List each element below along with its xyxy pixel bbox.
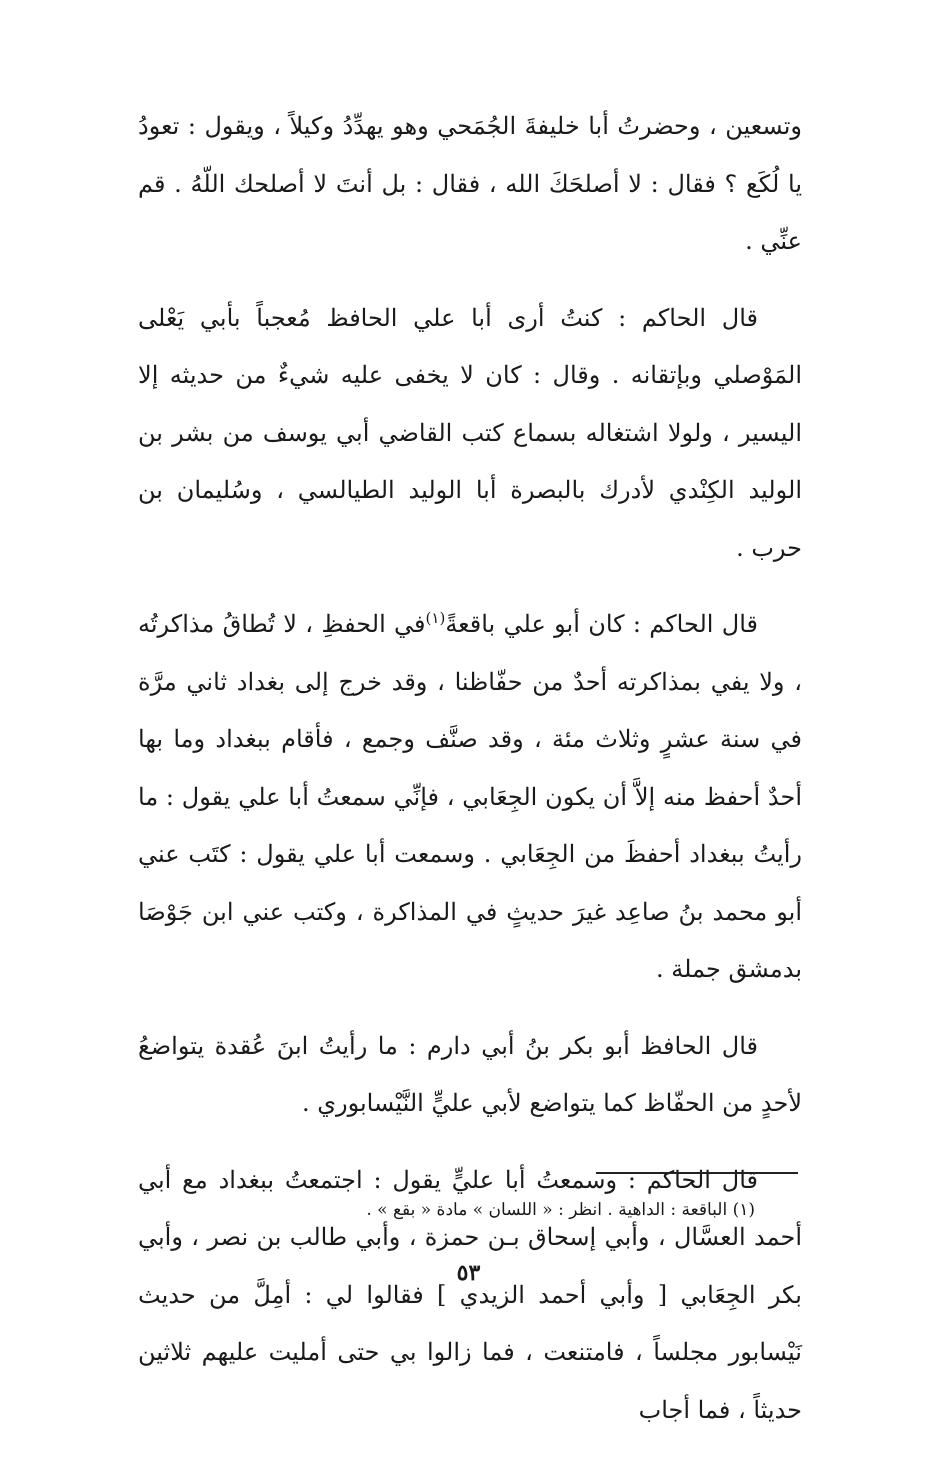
paragraph-3 (138, 596, 802, 999)
text-line: ولا يفي بمذاكرته أحدٌ من حفّاظنا ، وقد خرج إلى بغداد ثاني مرَّة في (138, 667, 802, 753)
text-line: قال الحاكم : وسمعتُ أبا عليٍّ يقول : اجتمعتُ ببغداد مع أبي (138, 1165, 758, 1194)
text-line: قال الحاكم : كنتُ أرى أبا علي الحافظ مُعجباً بأبي يَعْلى (138, 303, 758, 332)
paragraph-2 (138, 290, 802, 578)
body-text (138, 98, 802, 1458)
footnote-marker[interactable]: (١) (425, 609, 446, 627)
paragraph-5 (138, 1152, 802, 1440)
text-line: فامتنعت ، فما زالوا بي حتى أمليت عليهم ثلاثين حديثاً ، فما أجاب (138, 1338, 802, 1424)
paragraph-1 (138, 98, 802, 271)
footnote: (١) الباقعة : الداهية . انظر : « اللسان » مادة « بقع » . (366, 1200, 755, 1220)
text-line: الجِعَابي [ وأبي أحمد الزيدي ] فقالوا لي : أمِلَّ من حديث نَيْسابور مجلساً ، (138, 1280, 802, 1366)
text-line: قال الحافظ أبو بكر بنُ أبي دارم : ما رأيتُ ابنَ عُقدة يتواضعُ (138, 1031, 758, 1060)
text-line: في الحفظِ ، لا تُطاقُ مذاكرتُه ، (138, 610, 802, 696)
text-line: لأحدٍ من الحفّاظ كما يتواضع لأبي عليٍّ النَّيْسابوري . (301, 1089, 802, 1117)
text-line: يا لُكَع ؟ فقال : لا أصلحَكَ الله ، فقال : بل أنتَ لا أصلحك اللّهُ . (174, 169, 802, 198)
text-line: أبو محمد بنُ صاعِد غيرَ حديثٍ في المذاكرة ، وكتب عني ابن جَوْصَا (138, 897, 802, 926)
text-line: أحفظ منه إلاَّ أن يكون الجِعَابي ، فإنِّي سمعتُ أبا علي يقول : ما (138, 782, 761, 811)
text-line: رأيتُ ببغداد أحفظَ من الجِعَابي . وسمعت أبا علي يقول : كتَب عني (138, 840, 802, 868)
paragraph-4 (138, 1018, 802, 1133)
footnote-divider (596, 1172, 798, 1174)
text-line: الوليد الكِنْدي لأدرك بالبصرة أبا الوليد الطيالسي ، وسُليمان بن حرب . (138, 476, 802, 562)
page-number: ٥٣ (456, 1260, 481, 1286)
text-line: المَوْصلي وبإتقانه . وقال : كان لا يخفى عليه شيءٌ من حديثه إلا (138, 361, 802, 389)
text-line: قال الحاكم : كان أبو علي باقعةً (445, 610, 758, 638)
text-line: قم عنِّي . (138, 169, 802, 255)
text-line: بدمشق جملة . (656, 955, 802, 983)
text-line: أحمد العسَّال ، وأبي إسحاق بـن حمزة ، وأبي طالب بن نصر ، وأبي بكر (138, 1223, 802, 1309)
text-line: وتسعين ، وحضرتُ أبا خليفةَ الجُمَحي وهو يهدِّدُ وكيلاً ، ويقول : تعودُ (138, 112, 802, 140)
text-line: اليسير ، ولولا اشتغاله بسماع كتب القاضي أبي يوسف من بشر بن (138, 418, 802, 447)
text-line: سنة عشرٍ وثلاث مئة ، وقد صنَّف وجمع ، فأقام ببغداد وما بها أحدٌ (138, 725, 802, 811)
